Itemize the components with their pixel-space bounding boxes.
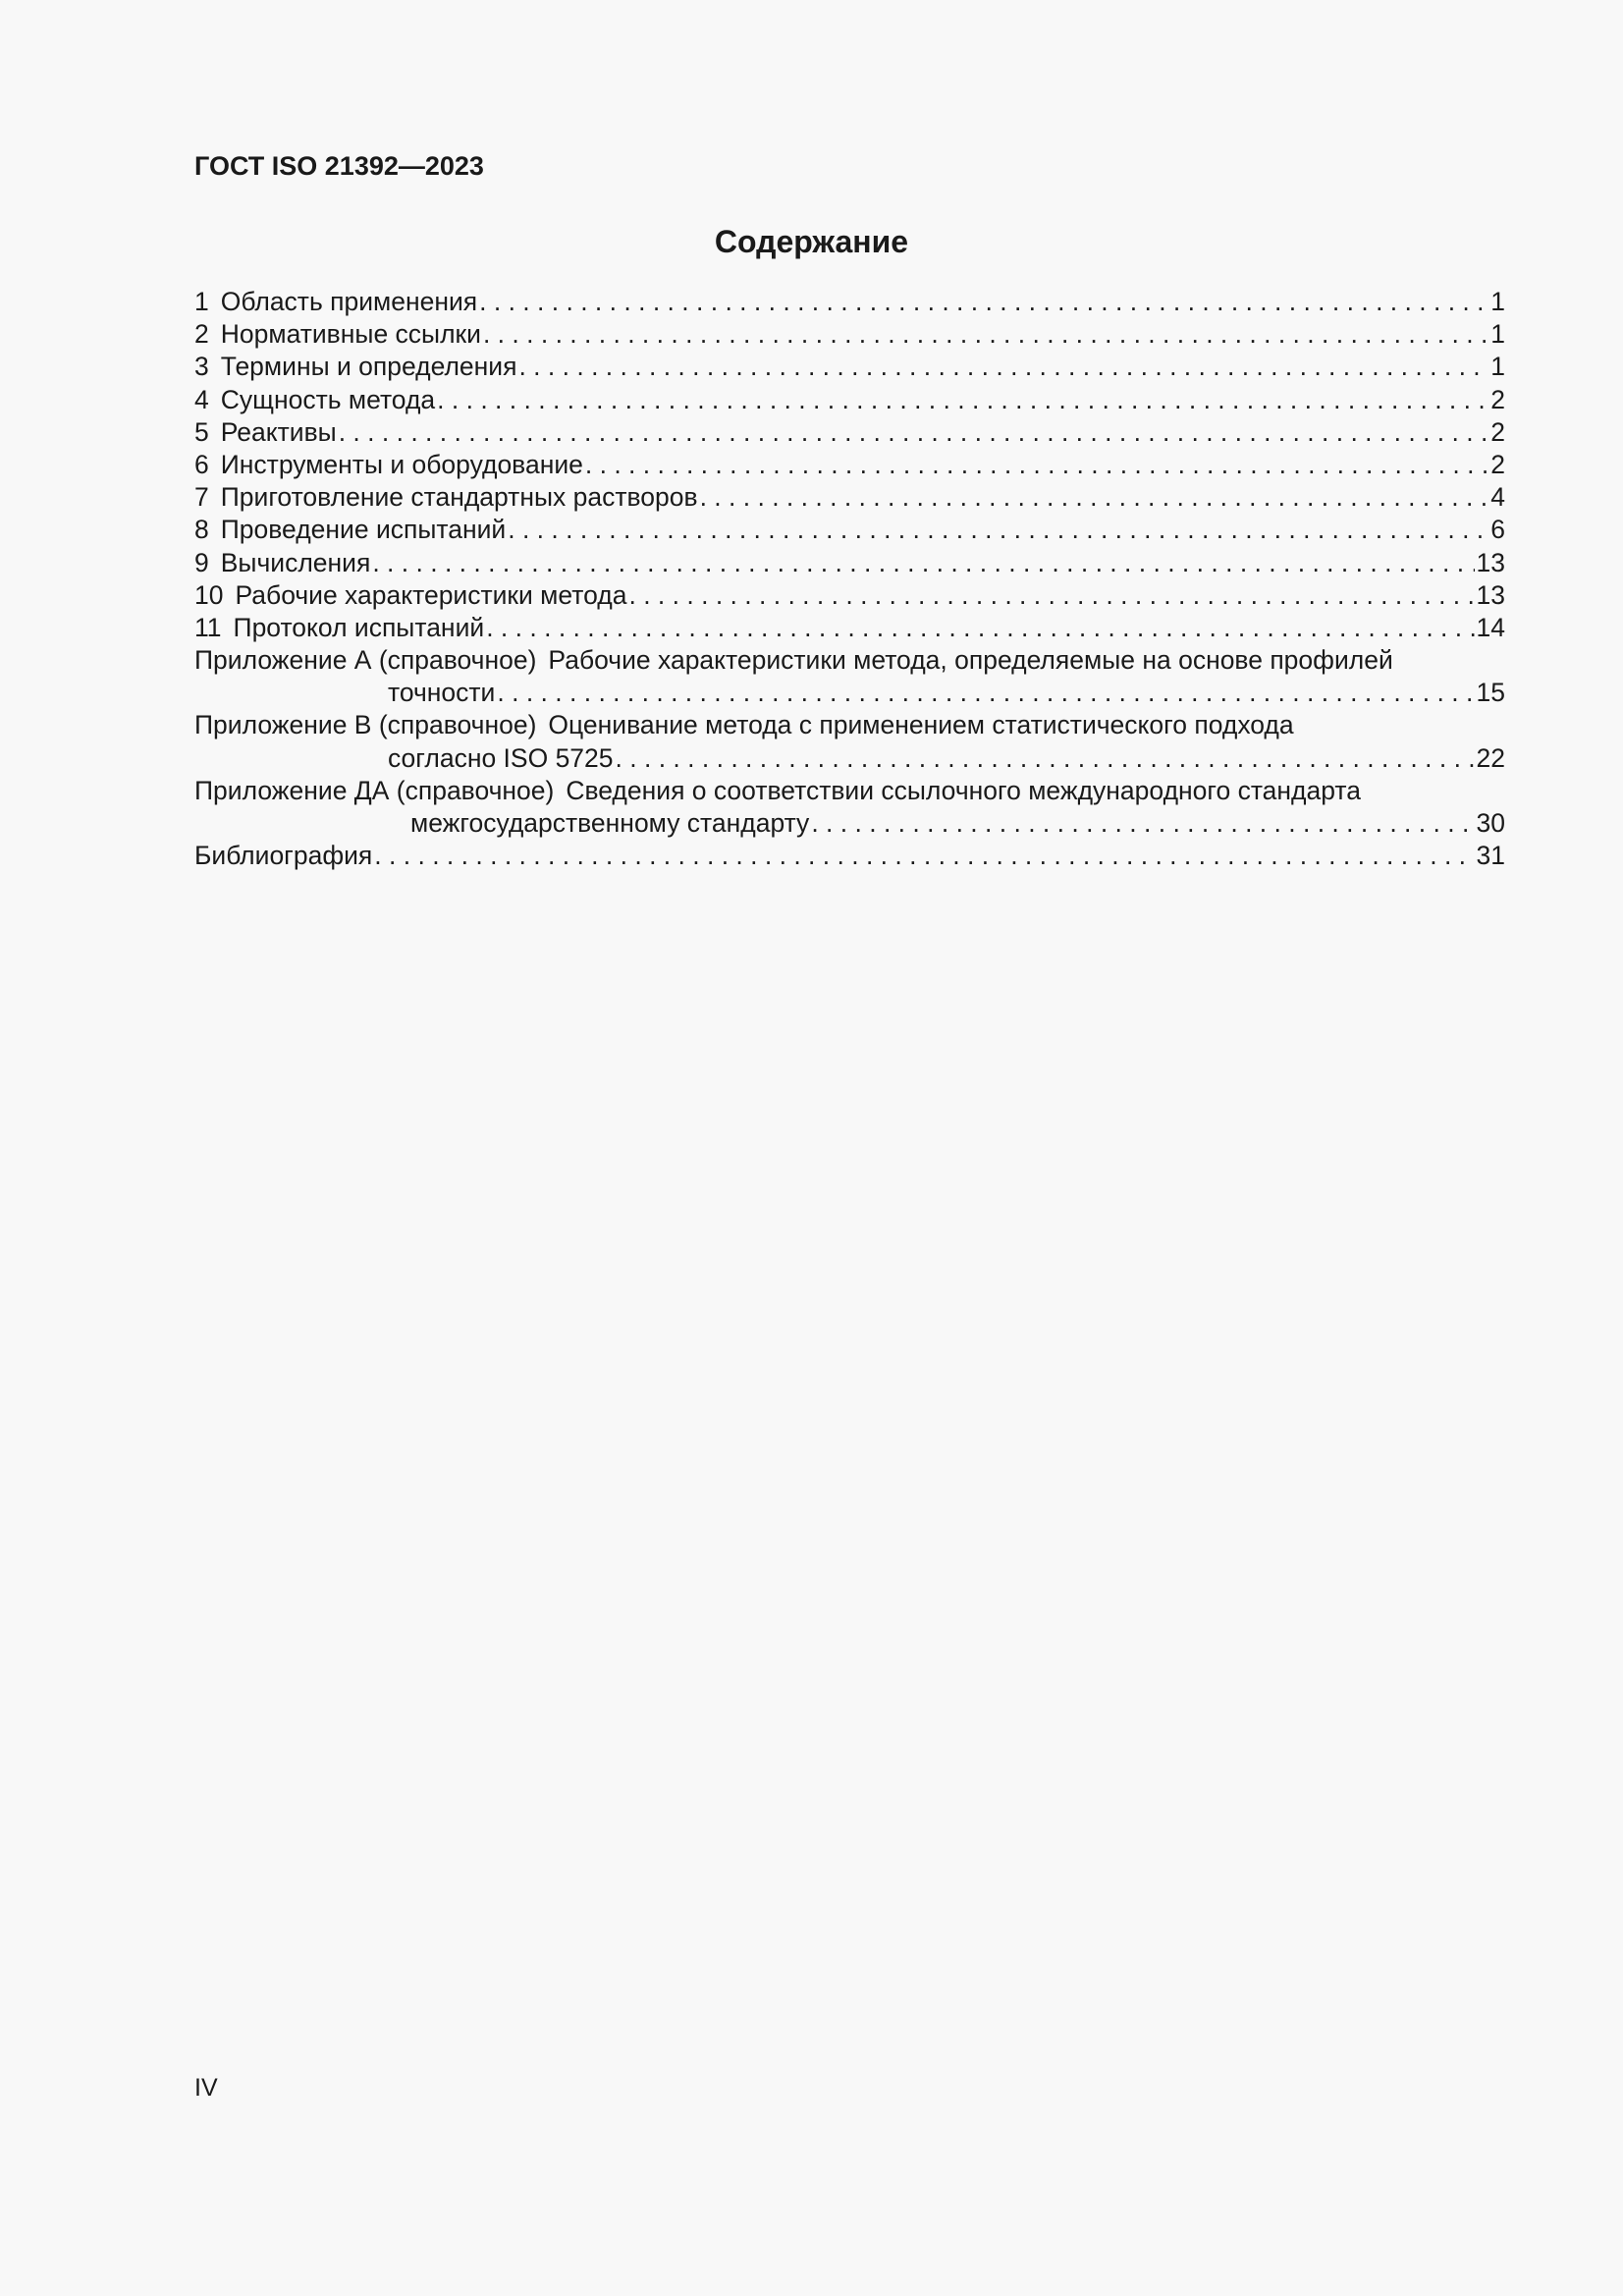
toc-entry[interactable]: [194, 579, 1505, 612]
page-ref: 31: [1476, 841, 1505, 871]
section-number: 7: [194, 482, 209, 513]
annex-title-continued: межгосударственному стандарту: [410, 808, 810, 838]
annex-entry-line1[interactable]: [194, 775, 1505, 807]
annex-label: Приложение А (справочное): [194, 645, 537, 676]
dot-leader: [372, 547, 1474, 579]
toc-entry[interactable]: [194, 547, 1505, 579]
bibliography-entry[interactable]: [194, 840, 1505, 872]
bibliography-title: Библиография: [194, 841, 373, 871]
section-title: Нормативные ссылки: [220, 319, 481, 350]
section-title: Протокол испытаний: [233, 612, 485, 642]
section-number: 1: [194, 287, 209, 316]
dot-leader: [811, 807, 1474, 840]
annex-entry-line2[interactable]: [194, 677, 1505, 709]
dot-leader: [374, 840, 1474, 872]
section-title: Инструменты и оборудование: [220, 449, 583, 479]
section-number: 8: [194, 515, 209, 545]
page-ref: 13: [1476, 579, 1505, 610]
annex-title-continued: согласно ISO 5725: [388, 742, 614, 773]
section-title: Вычисления: [220, 547, 371, 577]
page-ref: 14: [1476, 612, 1505, 642]
toc-entry[interactable]: [194, 612, 1505, 644]
annex-entry-line1[interactable]: [194, 709, 1505, 741]
page-ref: 2: [1490, 384, 1505, 414]
section-title: Реактивы: [220, 416, 337, 447]
section-title: Сущность метода: [220, 384, 436, 414]
dot-leader: [486, 612, 1474, 644]
toc-entry[interactable]: [194, 384, 1505, 416]
section-number: 5: [194, 416, 209, 447]
section-title: Проведение испытаний: [220, 515, 507, 545]
dot-leader: [497, 677, 1474, 709]
dot-leader: [585, 449, 1488, 481]
section-title: Область применения: [220, 287, 478, 316]
page-ref: 13: [1476, 547, 1505, 577]
annex-entry-line2[interactable]: [194, 742, 1505, 775]
section-title: Приготовление стандартных растворов: [220, 482, 698, 513]
section-number: 2: [194, 319, 209, 350]
annex-label: Приложение ДА (справочное): [194, 775, 555, 805]
toc-entry[interactable]: [194, 286, 1505, 318]
toc-entry[interactable]: [194, 351, 1505, 383]
page-ref: 30: [1476, 808, 1505, 838]
toc-entry[interactable]: [194, 481, 1505, 514]
dot-leader: [628, 579, 1474, 612]
page-ref: 4: [1490, 482, 1505, 513]
table-of-contents: [194, 286, 1505, 872]
section-number: 3: [194, 352, 209, 382]
page-ref: 15: [1476, 678, 1505, 708]
dot-leader: [437, 384, 1488, 416]
dot-leader: [483, 318, 1488, 351]
page-ref: 6: [1490, 515, 1505, 545]
toc-entry[interactable]: [194, 416, 1505, 449]
annex-entry-line1[interactable]: [194, 644, 1505, 677]
page-ref: 22: [1476, 742, 1505, 773]
dot-leader: [700, 481, 1489, 514]
page-ref: 2: [1490, 416, 1505, 447]
dot-leader: [479, 286, 1488, 318]
dot-leader: [518, 351, 1488, 383]
section-number: 11: [194, 612, 222, 642]
toc-title: Содержание: [714, 224, 909, 259]
toc-entry[interactable]: [194, 449, 1505, 481]
toc-entry[interactable]: [194, 318, 1505, 351]
page-ref: 1: [1490, 319, 1505, 350]
section-number: 10: [194, 579, 224, 610]
dot-leader: [508, 514, 1488, 546]
annex-label: Приложение В (справочное): [194, 710, 537, 740]
page-ref: 1: [1490, 287, 1505, 316]
annex-entry-line2[interactable]: [194, 807, 1505, 840]
section-number: 9: [194, 547, 209, 577]
section-number: 4: [194, 384, 209, 414]
toc-entry[interactable]: [194, 514, 1505, 546]
section-title: Термины и определения: [220, 352, 517, 382]
section-title: Рабочие характеристики метода: [235, 579, 627, 610]
annex-title-continued: точности: [388, 678, 496, 708]
dot-leader: [339, 416, 1489, 449]
annex-title: Рабочие характеристики метода, определяемые на основе профилей: [548, 645, 1393, 676]
annex-title: Оценивание метода с применением статистического подхода: [548, 710, 1294, 740]
section-number: 6: [194, 449, 209, 479]
page-ref: 1: [1490, 352, 1505, 382]
page-ref: 2: [1490, 449, 1505, 479]
annex-title: Сведения о соответствии ссылочного международного стандарта: [566, 775, 1361, 805]
document-code: ГОСТ ISO 21392—2023: [194, 151, 484, 181]
dot-leader: [616, 742, 1475, 775]
page-number: IV: [194, 2074, 218, 2102]
